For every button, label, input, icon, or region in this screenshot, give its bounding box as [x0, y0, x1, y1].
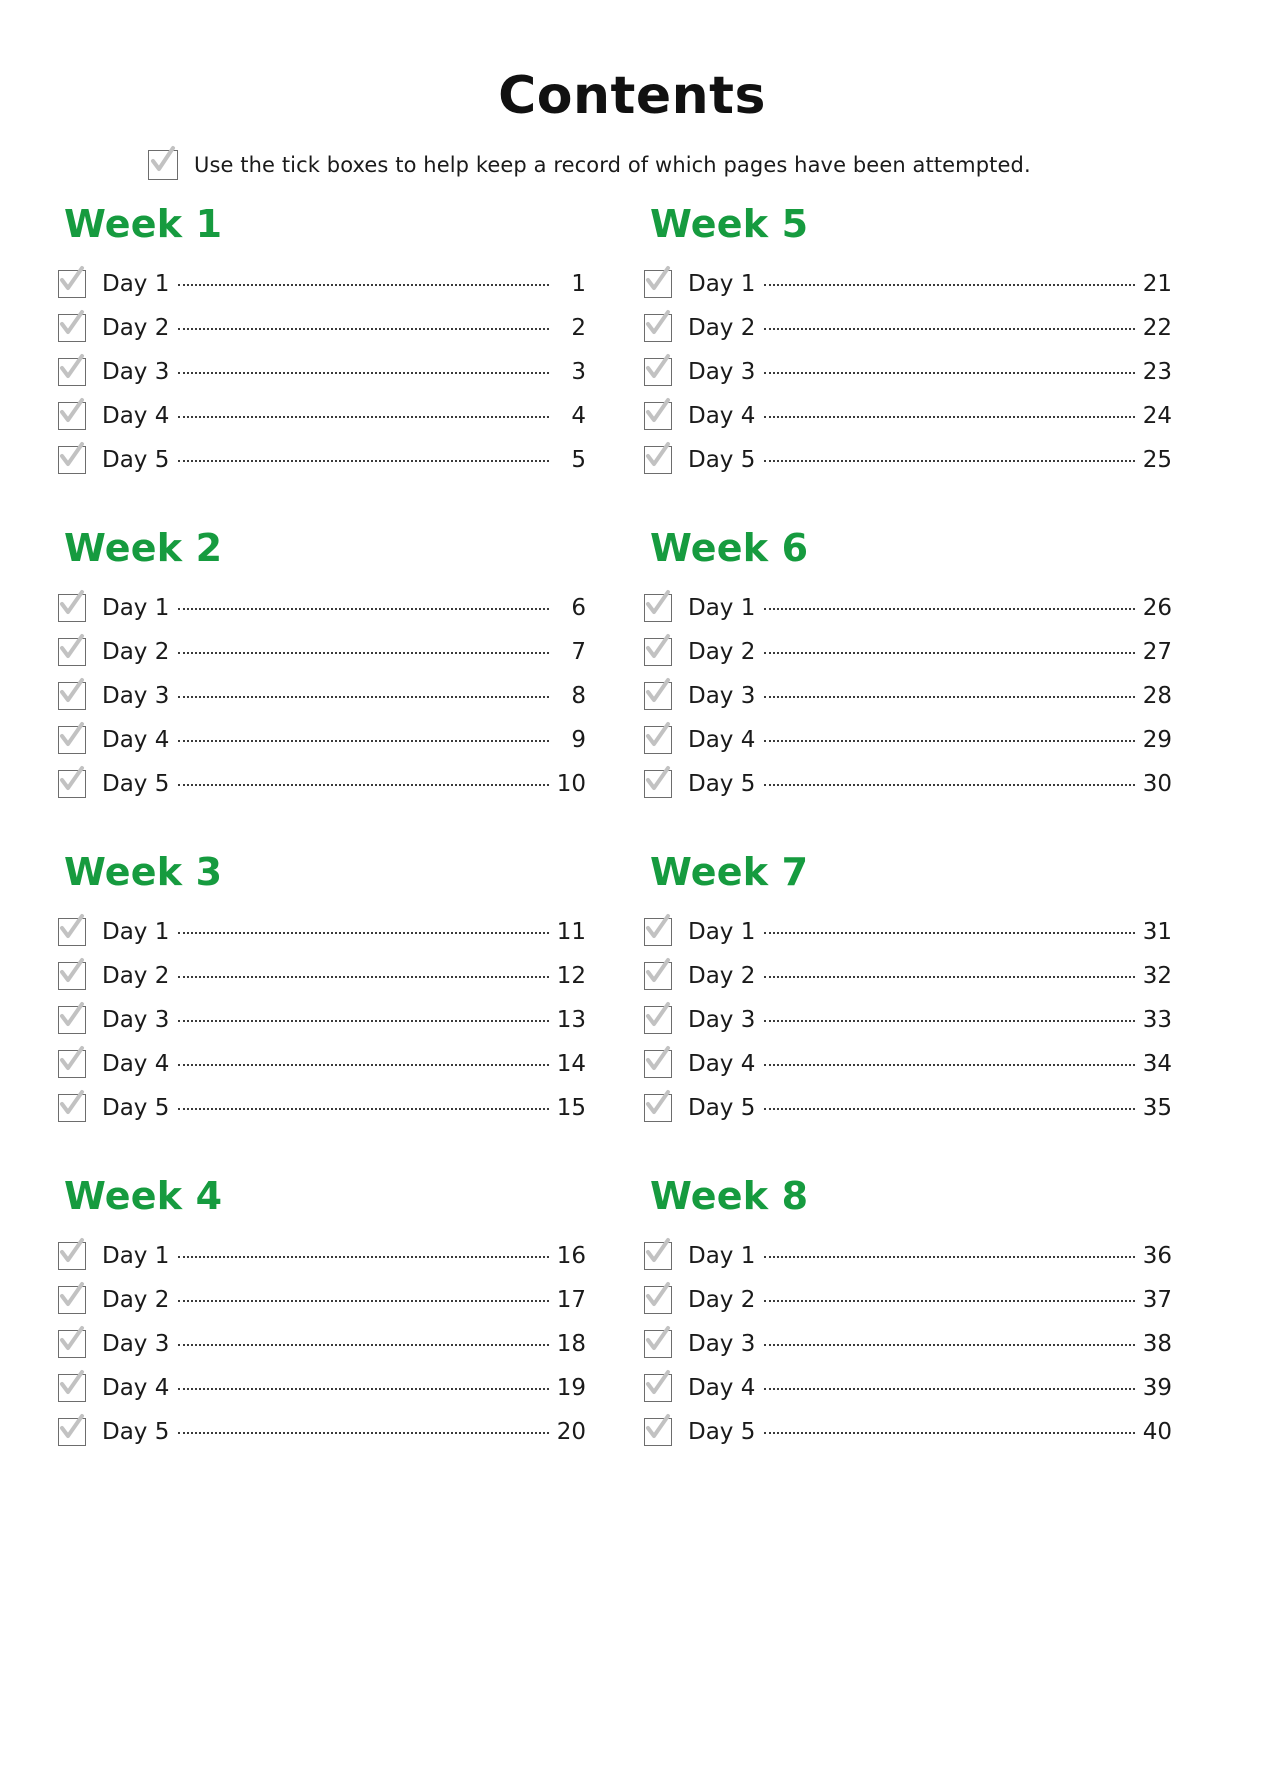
- entry-label: Day 2: [102, 639, 170, 665]
- entry-label: Day 5: [102, 1095, 170, 1121]
- contents-entry[interactable]: [644, 1366, 1172, 1410]
- leader-dots: [764, 1010, 1135, 1022]
- entry-label: Day 4: [688, 1051, 756, 1077]
- entry-label: Day 4: [102, 1375, 170, 1401]
- entry-label: Day 4: [688, 1375, 756, 1401]
- week-title: Week 4: [64, 1174, 223, 1218]
- entry-label: Day 5: [102, 1419, 170, 1445]
- entry-label: Day 3: [688, 359, 756, 385]
- entry-label: Day 3: [688, 1331, 756, 1357]
- checkbox-icon[interactable]: [58, 962, 86, 990]
- checkbox-icon[interactable]: [644, 726, 672, 754]
- entry-page-number: 1: [571, 271, 586, 297]
- checkbox-icon[interactable]: [58, 1006, 86, 1034]
- contents-entry[interactable]: [58, 954, 586, 998]
- entry-page-number: 12: [556, 963, 586, 989]
- leader-dots: [764, 1290, 1135, 1302]
- checkbox-icon[interactable]: [58, 594, 86, 622]
- leader-dots: [764, 450, 1135, 462]
- entry-page-number: 8: [571, 683, 586, 709]
- leader-dots: [178, 1378, 549, 1390]
- contents-entry[interactable]: [644, 630, 1172, 674]
- leader-dots: [764, 1098, 1135, 1110]
- checkbox-icon[interactable]: [58, 638, 86, 666]
- leader-dots: [764, 362, 1135, 374]
- checkbox-icon[interactable]: [58, 682, 86, 710]
- entry-label: Day 3: [102, 1007, 170, 1033]
- entry-page-number: 33: [1142, 1007, 1172, 1033]
- leader-dots: [764, 1334, 1135, 1346]
- entry-page-number: 30: [1142, 771, 1172, 797]
- entry-page-number: 11: [556, 919, 586, 945]
- checkbox-icon[interactable]: [644, 1094, 672, 1122]
- leader-dots: [764, 274, 1135, 286]
- entry-label: Day 4: [688, 727, 756, 753]
- contents-entry[interactable]: [644, 586, 1172, 630]
- leader-dots: [764, 1246, 1135, 1258]
- week-title: Week 7: [650, 850, 809, 894]
- contents-entry[interactable]: [644, 1322, 1172, 1366]
- leader-dots: [178, 642, 549, 654]
- leader-dots: [764, 730, 1135, 742]
- contents-entry[interactable]: [58, 630, 586, 674]
- entry-label: Day 2: [102, 1287, 170, 1313]
- contents-entry[interactable]: [58, 306, 586, 350]
- entry-label: Day 2: [688, 315, 756, 341]
- entry-page-number: 2: [571, 315, 586, 341]
- entry-label: Day 2: [688, 639, 756, 665]
- contents-entry[interactable]: [644, 762, 1172, 806]
- contents-entry[interactable]: [58, 1410, 586, 1454]
- checkbox-icon[interactable]: [58, 918, 86, 946]
- leader-dots: [764, 598, 1135, 610]
- leader-dots: [764, 686, 1135, 698]
- entry-label: Day 1: [688, 595, 756, 621]
- contents-entry[interactable]: [644, 1234, 1172, 1278]
- week-title: Week 1: [64, 202, 223, 246]
- contents-entry[interactable]: [644, 1042, 1172, 1086]
- contents-entry[interactable]: [644, 350, 1172, 394]
- contents-entry[interactable]: [644, 954, 1172, 998]
- entry-page-number: 17: [556, 1287, 586, 1313]
- checkbox-icon[interactable]: [644, 402, 672, 430]
- contents-entry[interactable]: [58, 1086, 586, 1130]
- contents-entry[interactable]: [58, 718, 586, 762]
- entry-page-number: 16: [556, 1243, 586, 1269]
- week-title: Week 2: [64, 526, 223, 570]
- entry-page-number: 40: [1142, 1419, 1172, 1445]
- contents-entry[interactable]: [58, 438, 586, 482]
- entry-label: Day 5: [102, 447, 170, 473]
- week-block-1: [58, 202, 586, 482]
- entry-page-number: 10: [556, 771, 586, 797]
- checkbox-icon[interactable]: [58, 1330, 86, 1358]
- checkbox-icon[interactable]: [58, 446, 86, 474]
- contents-entry[interactable]: [644, 438, 1172, 482]
- checkbox-icon[interactable]: [58, 358, 86, 386]
- entry-label: Day 1: [688, 271, 756, 297]
- entry-page-number: 4: [571, 403, 586, 429]
- entry-page-number: 21: [1142, 271, 1172, 297]
- week-title: Week 6: [650, 526, 809, 570]
- entry-page-number: 14: [556, 1051, 586, 1077]
- contents-entry[interactable]: [644, 910, 1172, 954]
- entry-label: Day 1: [688, 1243, 756, 1269]
- entry-label: Day 5: [688, 771, 756, 797]
- leader-dots: [178, 598, 549, 610]
- entry-page-number: 7: [571, 639, 586, 665]
- contents-entry[interactable]: [644, 306, 1172, 350]
- leader-dots: [764, 1378, 1135, 1390]
- entry-label: Day 1: [688, 919, 756, 945]
- contents-entry[interactable]: [58, 1234, 586, 1278]
- leader-dots: [178, 450, 549, 462]
- entry-page-number: 39: [1142, 1375, 1172, 1401]
- entry-label: Day 2: [102, 963, 170, 989]
- contents-entry[interactable]: [644, 1278, 1172, 1322]
- contents-entry[interactable]: [58, 350, 586, 394]
- leader-dots: [764, 774, 1135, 786]
- checkbox-icon[interactable]: [58, 1418, 86, 1446]
- entry-page-number: 6: [571, 595, 586, 621]
- leader-dots: [178, 1422, 549, 1434]
- leader-dots: [178, 1098, 549, 1110]
- instruction-text: Use the tick boxes to help keep a record of which pages have been attempted.: [194, 153, 1031, 177]
- entry-label: Day 5: [688, 1419, 756, 1445]
- entry-page-number: 37: [1142, 1287, 1172, 1313]
- leader-dots: [178, 1054, 549, 1066]
- checkbox-icon[interactable]: [644, 1374, 672, 1402]
- contents-column-left: [58, 202, 586, 1454]
- contents-entry[interactable]: [58, 1042, 586, 1086]
- checkbox-icon[interactable]: [644, 918, 672, 946]
- entry-page-number: 23: [1142, 359, 1172, 385]
- entry-label: Day 3: [688, 1007, 756, 1033]
- page-title: Contents: [498, 66, 766, 126]
- entry-label: Day 2: [688, 1287, 756, 1313]
- tick-box-instruction-row: [0, 150, 1264, 180]
- contents-entry[interactable]: [58, 1366, 586, 1410]
- checkbox-icon[interactable]: [644, 682, 672, 710]
- leader-dots: [178, 318, 549, 330]
- contents-entry[interactable]: [644, 998, 1172, 1042]
- contents-entry[interactable]: [58, 998, 586, 1042]
- contents-entry[interactable]: [644, 718, 1172, 762]
- week-block-6: [644, 526, 1172, 806]
- checkbox-icon[interactable]: [644, 1006, 672, 1034]
- leader-dots: [764, 922, 1135, 934]
- checkbox-icon[interactable]: [58, 1286, 86, 1314]
- week-block-5: [644, 202, 1172, 482]
- checkbox-icon[interactable]: [644, 1330, 672, 1358]
- checkbox-icon[interactable]: [644, 358, 672, 386]
- entry-page-number: 34: [1142, 1051, 1172, 1077]
- leader-dots: [764, 966, 1135, 978]
- leader-dots: [178, 774, 549, 786]
- leader-dots: [178, 274, 549, 286]
- entry-label: Day 1: [102, 1243, 170, 1269]
- entry-label: Day 5: [688, 447, 756, 473]
- entry-page-number: 32: [1142, 963, 1172, 989]
- contents-entry[interactable]: [58, 262, 586, 306]
- checkbox-icon[interactable]: [644, 770, 672, 798]
- checkbox-icon[interactable]: [58, 1374, 86, 1402]
- contents-entry[interactable]: [644, 1086, 1172, 1130]
- leader-dots: [764, 406, 1135, 418]
- contents-entry[interactable]: [58, 1322, 586, 1366]
- week-block-8: [644, 1174, 1172, 1454]
- leader-dots: [178, 686, 549, 698]
- entry-label: Day 1: [102, 271, 170, 297]
- entry-page-number: 36: [1142, 1243, 1172, 1269]
- checkbox-icon[interactable]: [644, 1050, 672, 1078]
- leader-dots: [178, 1290, 549, 1302]
- leader-dots: [178, 922, 549, 934]
- entry-label: Day 3: [102, 359, 170, 385]
- entry-page-number: 24: [1142, 403, 1172, 429]
- entry-page-number: 26: [1142, 595, 1172, 621]
- entry-page-number: 25: [1142, 447, 1172, 473]
- entry-page-number: 5: [571, 447, 586, 473]
- leader-dots: [178, 362, 549, 374]
- entry-label: Day 3: [102, 1331, 170, 1357]
- entry-page-number: 15: [556, 1095, 586, 1121]
- entry-page-number: 18: [556, 1331, 586, 1357]
- checkbox-icon[interactable]: [58, 314, 86, 342]
- leader-dots: [764, 642, 1135, 654]
- leader-dots: [764, 1054, 1135, 1066]
- entry-label: Day 2: [688, 963, 756, 989]
- checkbox-icon[interactable]: [58, 270, 86, 298]
- contents-entry[interactable]: [58, 910, 586, 954]
- entry-page-number: 35: [1142, 1095, 1172, 1121]
- entry-label: Day 1: [102, 919, 170, 945]
- entry-page-number: 38: [1142, 1331, 1172, 1357]
- contents-entry[interactable]: [644, 674, 1172, 718]
- contents-entry[interactable]: [58, 394, 586, 438]
- checkbox-icon[interactable]: [148, 150, 178, 180]
- leader-dots: [178, 730, 549, 742]
- checkbox-icon[interactable]: [644, 594, 672, 622]
- entry-label: Day 5: [688, 1095, 756, 1121]
- contents-entry[interactable]: [644, 394, 1172, 438]
- entry-page-number: 3: [571, 359, 586, 385]
- leader-dots: [178, 1010, 549, 1022]
- contents-entry[interactable]: [58, 586, 586, 630]
- checkbox-icon[interactable]: [58, 1242, 86, 1270]
- entry-label: Day 2: [102, 315, 170, 341]
- entry-page-number: 28: [1142, 683, 1172, 709]
- entry-label: Day 3: [688, 683, 756, 709]
- week-block-4: [58, 1174, 586, 1454]
- entry-page-number: 19: [556, 1375, 586, 1401]
- checkbox-icon[interactable]: [644, 1418, 672, 1446]
- leader-dots: [178, 406, 549, 418]
- entry-label: Day 3: [102, 683, 170, 709]
- checkbox-icon[interactable]: [58, 770, 86, 798]
- entry-label: Day 4: [102, 727, 170, 753]
- leader-dots: [178, 1334, 549, 1346]
- entry-page-number: 22: [1142, 315, 1172, 341]
- week-title: Week 3: [64, 850, 223, 894]
- checkbox-icon[interactable]: [58, 1094, 86, 1122]
- checkbox-icon[interactable]: [644, 314, 672, 342]
- entry-label: Day 1: [102, 595, 170, 621]
- contents-entry[interactable]: [644, 262, 1172, 306]
- checkbox-icon[interactable]: [58, 402, 86, 430]
- week-title: Week 8: [650, 1174, 809, 1218]
- week-block-3: [58, 850, 586, 1130]
- leader-dots: [764, 1422, 1135, 1434]
- checkbox-icon[interactable]: [644, 1286, 672, 1314]
- entry-label: Day 4: [102, 1051, 170, 1077]
- contents-entry[interactable]: [58, 762, 586, 806]
- contents-entry[interactable]: [644, 1410, 1172, 1454]
- week-title: Week 5: [650, 202, 809, 246]
- leader-dots: [764, 318, 1135, 330]
- contents-column-right: [644, 202, 1172, 1454]
- week-block-2: [58, 526, 586, 806]
- leader-dots: [178, 1246, 549, 1258]
- contents-columns: [0, 202, 1264, 1454]
- entry-label: Day 4: [102, 403, 170, 429]
- entry-page-number: 29: [1142, 727, 1172, 753]
- checkbox-icon[interactable]: [58, 1050, 86, 1078]
- entry-page-number: 20: [556, 1419, 586, 1445]
- checkbox-icon[interactable]: [644, 638, 672, 666]
- contents-entry[interactable]: [58, 674, 586, 718]
- checkbox-icon[interactable]: [644, 270, 672, 298]
- checkbox-icon[interactable]: [644, 962, 672, 990]
- entry-page-number: 27: [1142, 639, 1172, 665]
- entry-page-number: 13: [556, 1007, 586, 1033]
- entry-page-number: 9: [571, 727, 586, 753]
- checkbox-icon[interactable]: [58, 726, 86, 754]
- leader-dots: [178, 966, 549, 978]
- checkbox-icon[interactable]: [644, 1242, 672, 1270]
- checkbox-icon[interactable]: [644, 446, 672, 474]
- contents-entry[interactable]: [58, 1278, 586, 1322]
- entry-label: Day 5: [102, 771, 170, 797]
- week-block-7: [644, 850, 1172, 1130]
- entry-page-number: 31: [1142, 919, 1172, 945]
- entry-label: Day 4: [688, 403, 756, 429]
